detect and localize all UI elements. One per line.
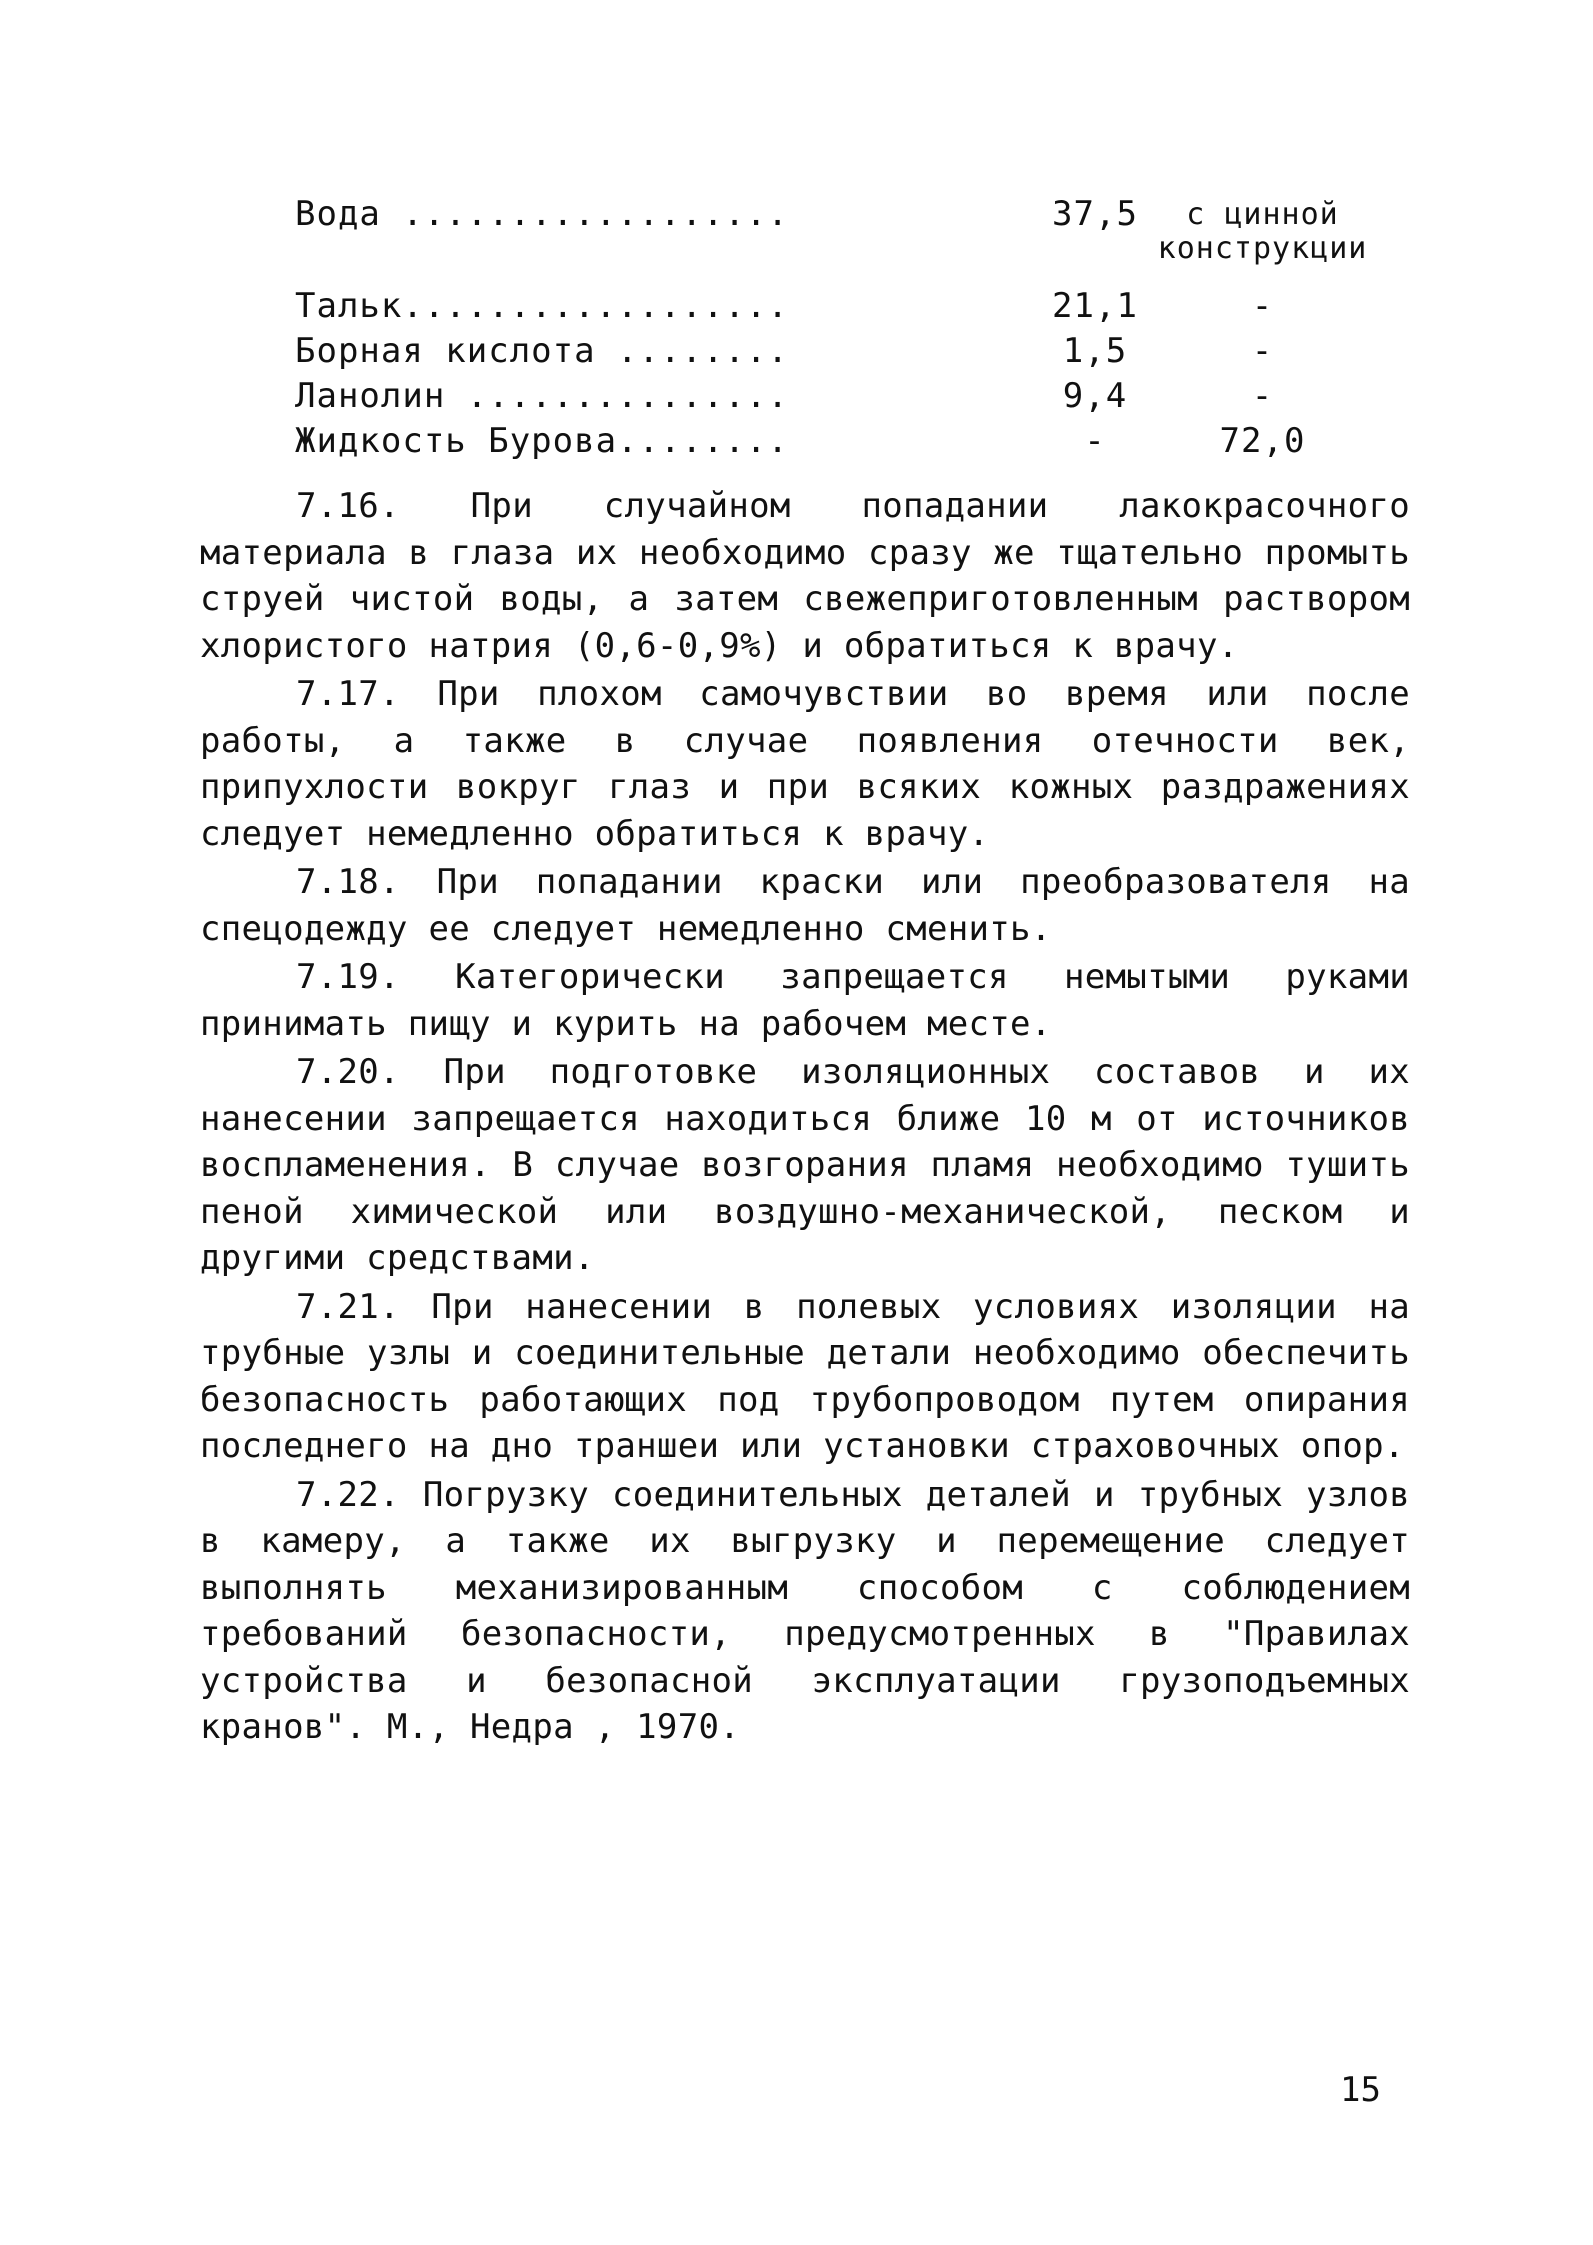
body-text [200, 483, 1410, 1753]
composition-row [295, 370, 1395, 415]
component-value-1: 21,1 [1052, 286, 1138, 326]
component-value-2: - [1251, 331, 1274, 371]
paragraph-7-17: 7.17. При плохом самочувствии во время или после работы, а также в случае появления отечности век, припухлости вокруг глаз и при всяких кожных раздражениях следует немедленно обратиться к врачу. [200, 674, 1410, 854]
component-value-1: - [1084, 421, 1106, 461]
component-name: Борная кислота ........ [295, 331, 789, 371]
composition-row [295, 415, 1395, 460]
component-value-1: 37,5 [1052, 194, 1138, 234]
component-name: Вода .................. [295, 194, 789, 234]
paragraph-7-18: 7.18. При попадании краски или преобразователя на спецодежду ее следует немедленно сменить. [200, 862, 1410, 949]
composition-table [295, 188, 1395, 460]
component-name: Тальк.................. [295, 286, 789, 326]
component-name: Ланолин ............... [295, 376, 789, 416]
paragraph-7-21: 7.21. При нанесении в полевых условиях изоляции на трубные узлы и соединительные детали необходимо обеспечить безопасность работающих под трубопроводом путем опирания последнего на дно траншеи или установки страховочных опор. [200, 1286, 1410, 1466]
page-number: 15 [1340, 2070, 1381, 2110]
paragraph-7-16: 7.16. При случайном попадании лакокрасочного материала в глаза их необходимо сразу же тщательно промыть струей чистой воды, а затем свежеприготовленным раствором хлористого натрия (0,6-0,9%) и обратиться к врачу. [200, 486, 1410, 666]
component-value-1: 1,5 [1062, 331, 1128, 371]
component-value-2: 72,0 [1219, 421, 1306, 461]
component-name: Жидкость Бурова........ [295, 421, 789, 461]
composition-row [295, 325, 1395, 370]
component-value-1: 9,4 [1062, 376, 1128, 416]
composition-row [295, 280, 1395, 325]
composition-row [295, 188, 1395, 280]
paragraph-7-20: 7.20. При подготовке изоляционных составов и их нанесении запрещается находиться ближе 10 м от источников воспламенения. В случае возгорания пламя необходимо тушить пеной химической или воздушно-механической, песком и другими средствами. [200, 1052, 1410, 1278]
component-value-2: - [1251, 376, 1274, 416]
component-value-2: с цинной конструкции [1157, 197, 1368, 266]
paragraph-7-22: 7.22. Погрузку соединительных деталей и трубных узлов в камеру, а также их выгрузку и перемещение следует выполнять механизированным способом с соблюдением требований безопасности, предусмотренных в "Правилах устройства и безопасной эксплуатации грузоподъемных кранов". М., Недра , 1970. [200, 1474, 1410, 1747]
component-value-2: - [1251, 286, 1274, 326]
paragraph-7-19: 7.19. Категорически запрещается немытыми руками принимать пищу и курить на рабочем месте. [200, 957, 1410, 1044]
